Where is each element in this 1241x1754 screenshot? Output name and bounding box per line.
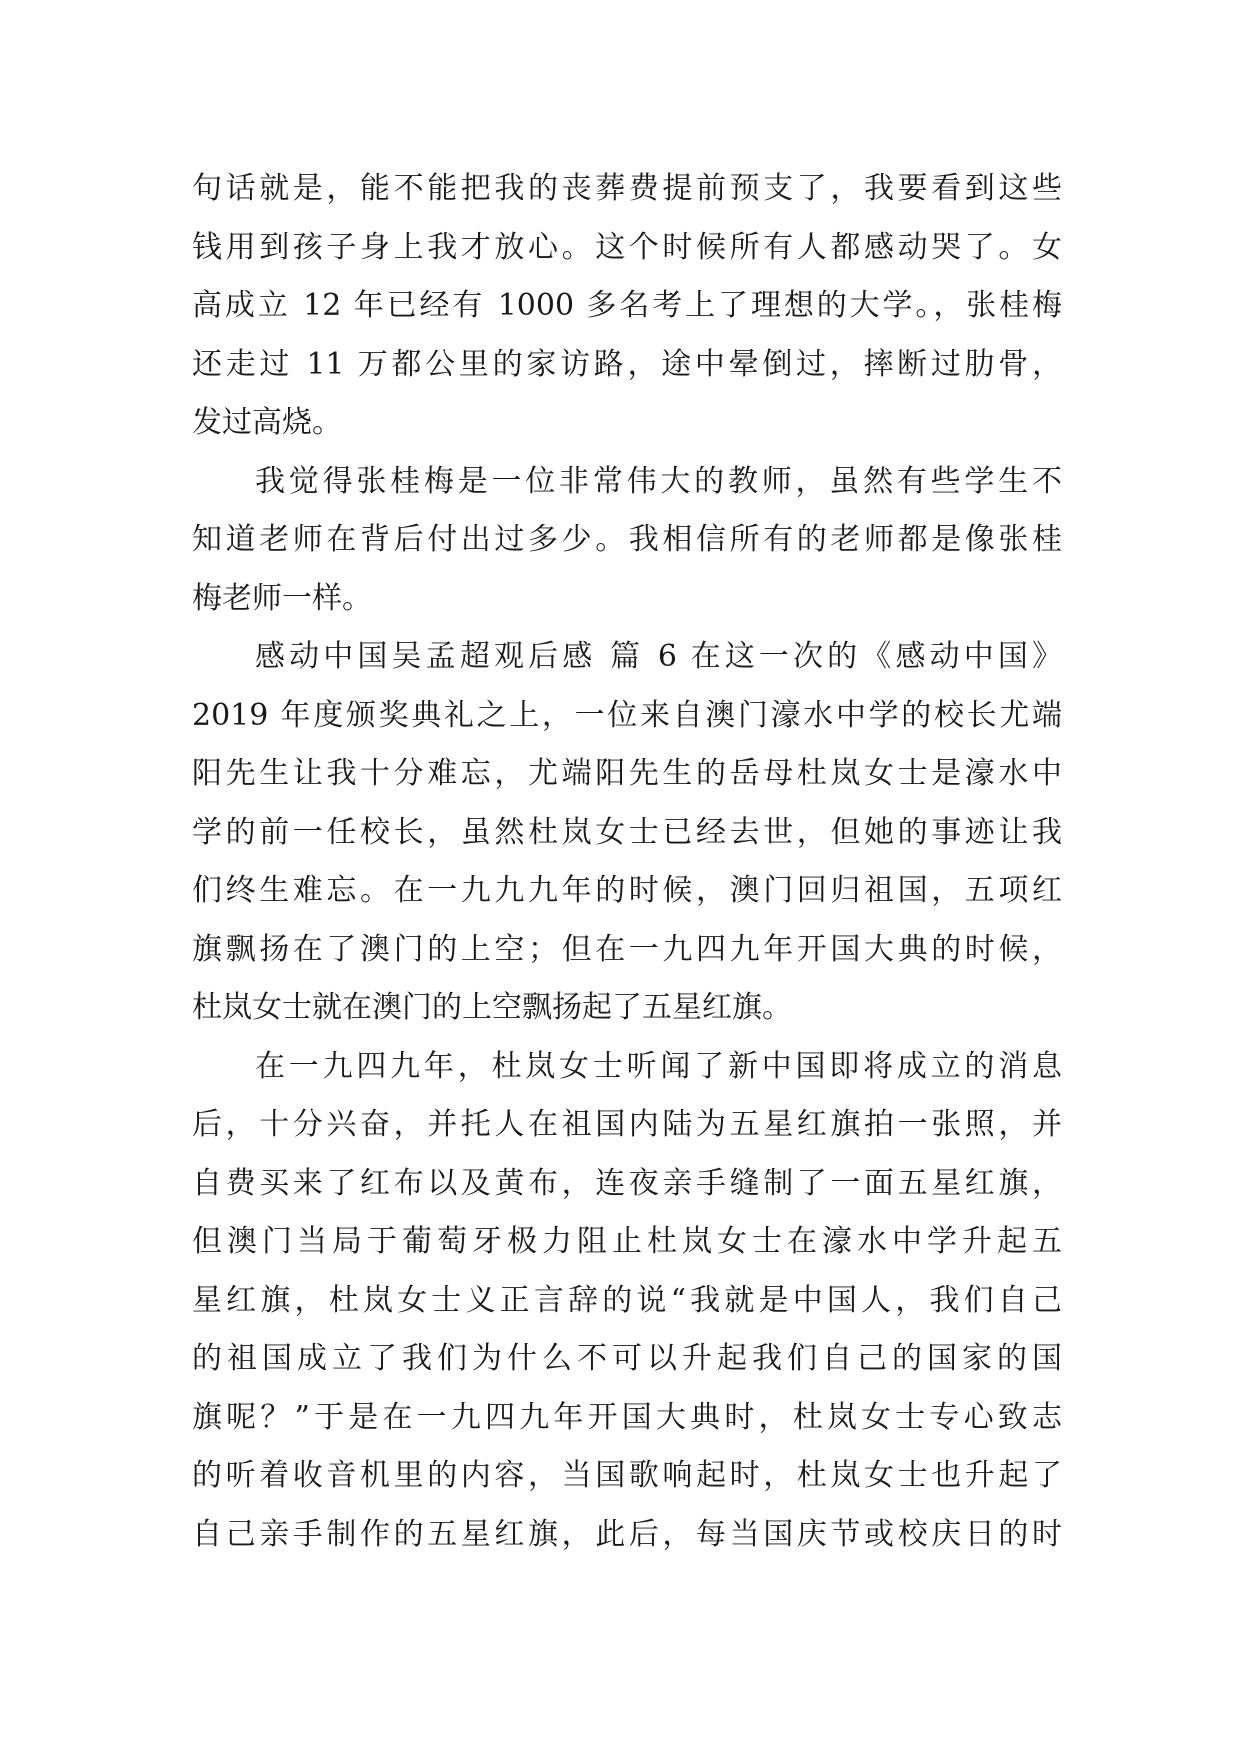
text-line: 钱用到孩子身上我才放心。这个时候所有人都感动哭了。女 <box>192 229 1062 265</box>
text-line: 2019 年度颁奖典礼之上，一位来自澳门濠水中学的校长尤端 <box>192 697 1062 733</box>
text-line: 梅老师一样。 <box>192 580 372 616</box>
section-heading-line: 感动中国吴孟超观后感 篇 6 在这一次的《感动中国》 <box>255 639 1062 674</box>
text-line: 发过高烧。 <box>192 405 342 440</box>
text-line: 学的前一任校长，虽然杜岚女士已经去世，但她的事迹让我 <box>192 814 1062 850</box>
text-line: 的祖国成立了我们为什么不可以升起我们自己的国家的国 <box>192 1341 1062 1376</box>
text-line: 自费买来了红布以及黄布，连夜亲手缝制了一面五星红旗， <box>192 1165 1062 1201</box>
text-line: 在一九四九年，杜岚女士听闻了新中国即将成立的消息 <box>255 1048 1062 1084</box>
text-line: 我觉得张桂梅是一位非常伟大的教师，虽然有些学生不 <box>255 463 1062 499</box>
text-line: 句话就是，能不能把我的丧葬费提前预支了，我要看到这些 <box>192 171 1062 206</box>
text-line: 自己亲手制作的五星红旗，此后，每当国庆节或校庆日的时 <box>192 1516 1062 1552</box>
text-line: 还走过 11 万都公里的家访路，途中晕倒过，摔断过肋骨， <box>192 346 1062 382</box>
text-line: 们终生难忘。在一九九九年的时候，澳门回归祖国，五项红 <box>192 873 1062 908</box>
text-line: 旗飘扬在了澳门的上空；但在一九四九年开国大典的时候， <box>192 931 1062 967</box>
text-line: 高成立 12 年已经有 1000 多名考上了理想的大学。，张桂梅 <box>192 288 1062 323</box>
text-line: 杜岚女士就在澳门的上空飘扬起了五星红旗。 <box>192 990 792 1025</box>
text-line: 的听着收音机里的内容，当国歌响起时，杜岚女士也升起了 <box>192 1458 1062 1493</box>
text-line: 旗呢？”于是在一九四九年开国大典时，杜岚女士专心致志 <box>192 1399 1062 1435</box>
text-line: 知道老师在背后付出过多少。我相信所有的老师都是像张桂 <box>192 522 1062 557</box>
text-line: 阳先生让我十分难忘，尤端阳先生的岳母杜岚女士是濠水中 <box>192 756 1062 791</box>
text-line: 后，十分兴奋，并托人在祖国内陆为五星红旗拍一张照，并 <box>192 1107 1062 1142</box>
text-line: 星红旗，杜岚女士义正言辞的说“我就是中国人，我们自己 <box>192 1282 1062 1318</box>
document-body <box>192 160 1062 1564</box>
text-line: 但澳门当局于葡萄牙极力阻止杜岚女士在濠水中学升起五 <box>192 1224 1062 1259</box>
